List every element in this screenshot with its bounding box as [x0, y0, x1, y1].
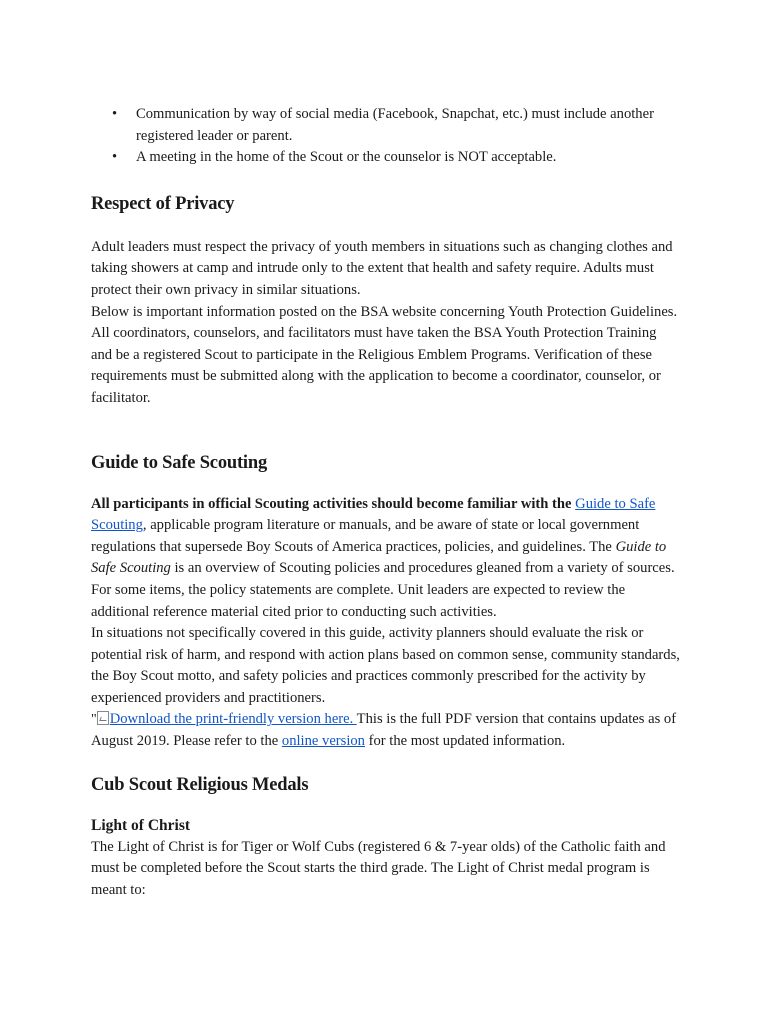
download-paragraph	[91, 709, 681, 752]
document-page	[91, 104, 681, 901]
safe-scouting-paragraph	[91, 494, 681, 624]
pdf-icon	[97, 711, 109, 725]
paragraph-text: for the most updated information.	[364, 733, 566, 750]
download-print-friendly-link[interactable]: Download the print-friendly version here.	[109, 711, 357, 728]
privacy-paragraph: Adult leaders must respect the privacy of youth members in situations such as changing clothes and taking showers at camp and intrude only to the extent that health and safety require. Adults must protect their own privacy in similar situations.	[91, 238, 673, 298]
paragraph-text: , applicable program literature or manuals, and be aware of state or local government regulations that supersede Boy Scouts of America practices, policies, and guidelines. The	[91, 517, 640, 555]
paragraph-text: This is the full PDF version that contains updates as of August 2019. Please refer to the	[91, 711, 677, 750]
privacy-heading: Respect of Privacy	[91, 193, 235, 214]
bullet-list	[91, 104, 681, 169]
light-of-christ-paragraph: The Light of Christ is for Tiger or Wolf Cubs (registered 6 & 7-year olds) of the Catholic faith and must be completed before the Scout starts the third grade. The Light of Christ medal program is meant to:	[91, 838, 666, 898]
bullet-text: Communication by way of social media (Facebook, Snapchat, etc.) must include another registered leader or parent.	[136, 106, 654, 144]
youth-protection-paragraph: Below is important information posted on the BSA website concerning Youth Protection Guidelines. All coordinators, counselors, and facilitators must have taken the BSA Youth Protection Training and be a registered Scout to participate in the Religious Emblem Programs. Verification of these requirements must be submitted along with the application to become a coordinator, counselor, or facilitator.	[91, 303, 678, 406]
bullet-icon: •	[112, 106, 118, 122]
guide-title-italic: Guide to Safe Scouting	[91, 538, 667, 577]
bold-lead-text: All participants in official Scouting activities should become familiar with the	[91, 495, 576, 512]
list-item	[91, 104, 681, 147]
cub-scout-heading: Cub Scout Religious Medals	[91, 774, 309, 795]
light-of-christ-subheading: Light of Christ	[91, 816, 191, 834]
quote-mark: "	[91, 712, 97, 728]
bullet-text: A meeting in the home of the Scout or the counselor is NOT acceptable.	[136, 149, 557, 166]
paragraph-text: is an overview of Scouting policies and procedures gleaned from a variety of sources. For some items, the policy statements are complete. Unit leaders are expected to review the additional reference material cited prior to conducting such activities.	[91, 560, 675, 620]
guide-to-safe-scouting-link[interactable]: Guide to Safe Scouting	[91, 495, 656, 534]
safe-scouting-heading: Guide to Safe Scouting	[91, 452, 267, 473]
bullet-icon: •	[112, 149, 118, 166]
list-item	[91, 147, 681, 169]
risk-paragraph: In situations not specifically covered in this guide, activity planners should evaluate the risk or potential risk of harm, and respond with action plans based on common sense, community standards, the Boy Scout motto, and safety policies and practices commonly prescribed for the activity by experienced providers and practitioners.	[91, 625, 680, 706]
online-version-link[interactable]: online version	[281, 733, 365, 750]
